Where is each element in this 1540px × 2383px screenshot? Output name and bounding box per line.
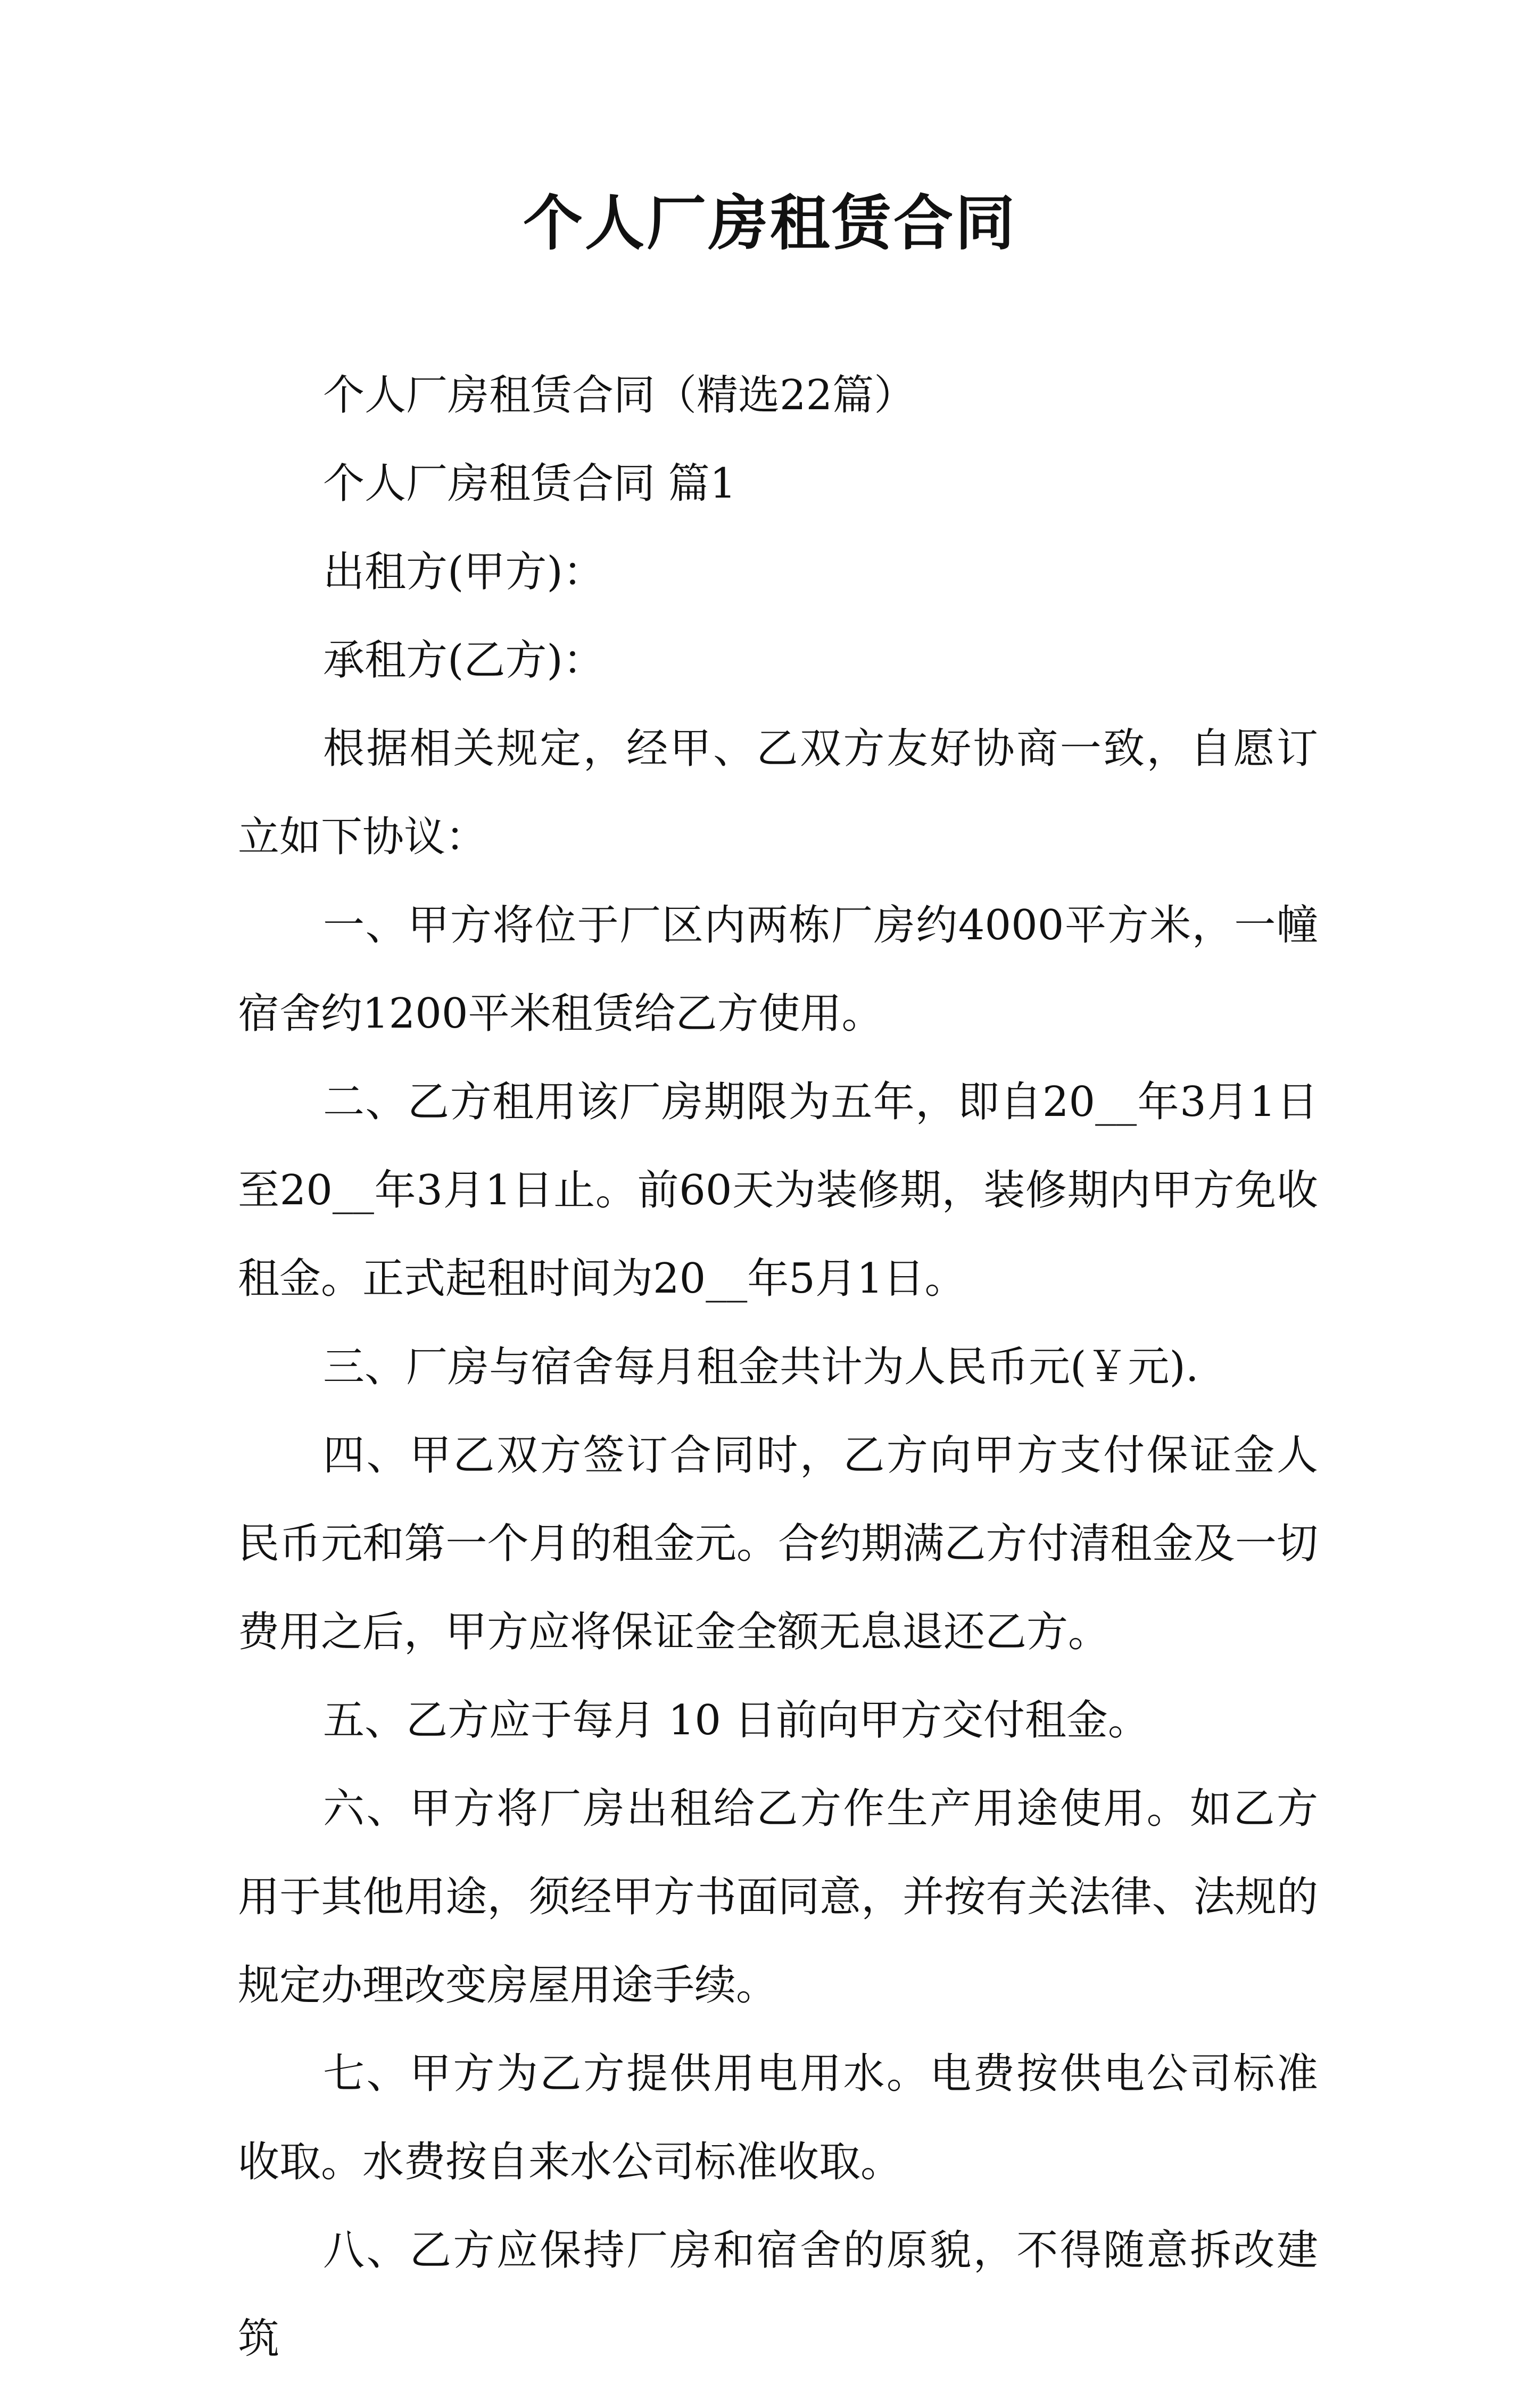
document-body — [238, 351, 1318, 2383]
paragraph-clause-2: 二、乙方租用该厂房期限为五年，即自20__年3月1日至20__年3月1日止。前60天为装修期，装修期内甲方免收租金。正式起租时间为20__年5月1日。 — [238, 1078, 1318, 1303]
paragraph-clause-8: 八、乙方应保持厂房和宿舍的原貌，不得随意拆改建筑 — [238, 2227, 1318, 2363]
paragraph-lessor: 出租方(甲方)： — [323, 548, 605, 596]
paragraph-section-heading: 个人厂房租赁合同 篇1 — [323, 460, 736, 508]
document-title: 个人厂房租赁合同 — [523, 188, 1017, 258]
paragraph-clause-5: 五、乙方应于每月 10 日前向甲方交付租金。 — [323, 1697, 1149, 1744]
paragraph-preamble: 根据相关规定，经甲、乙双方友好协商一致，自愿订立如下协议： — [238, 725, 1318, 861]
paragraph-clause-6: 六、甲方将厂房出租给乙方作生产用途使用。如乙方用于其他用途，须经甲方书面同意，并按有关法律、法规的规定办理改变房屋用途手续。 — [238, 1785, 1318, 2009]
paragraph-lessee: 承租方(乙方)： — [323, 636, 605, 684]
paragraph-subtitle: 个人厂房租赁合同（精选22篇） — [323, 371, 916, 419]
paragraph-clause-7: 七、甲方为乙方提供用电用水。电费按供电公司标准收取。水费按自来水公司标准收取。 — [238, 2050, 1318, 2186]
paragraph-clause-3: 三、厂房与宿舍每月租金共计为人民币元(￥元). — [323, 1343, 1199, 1391]
paragraph-clause-4: 四、甲乙双方签订合同时，乙方向甲方支付保证金人民币元和第一个月的租金元。合约期满乙方付清租金及一切费用之后，甲方应将保证金全额无息退还乙方。 — [238, 1432, 1318, 1656]
paragraph-clause-1: 一、甲方将位于厂区内两栋厂房约4000平方米，一幢宿舍约1200平米租赁给乙方使用。 — [238, 901, 1318, 1038]
